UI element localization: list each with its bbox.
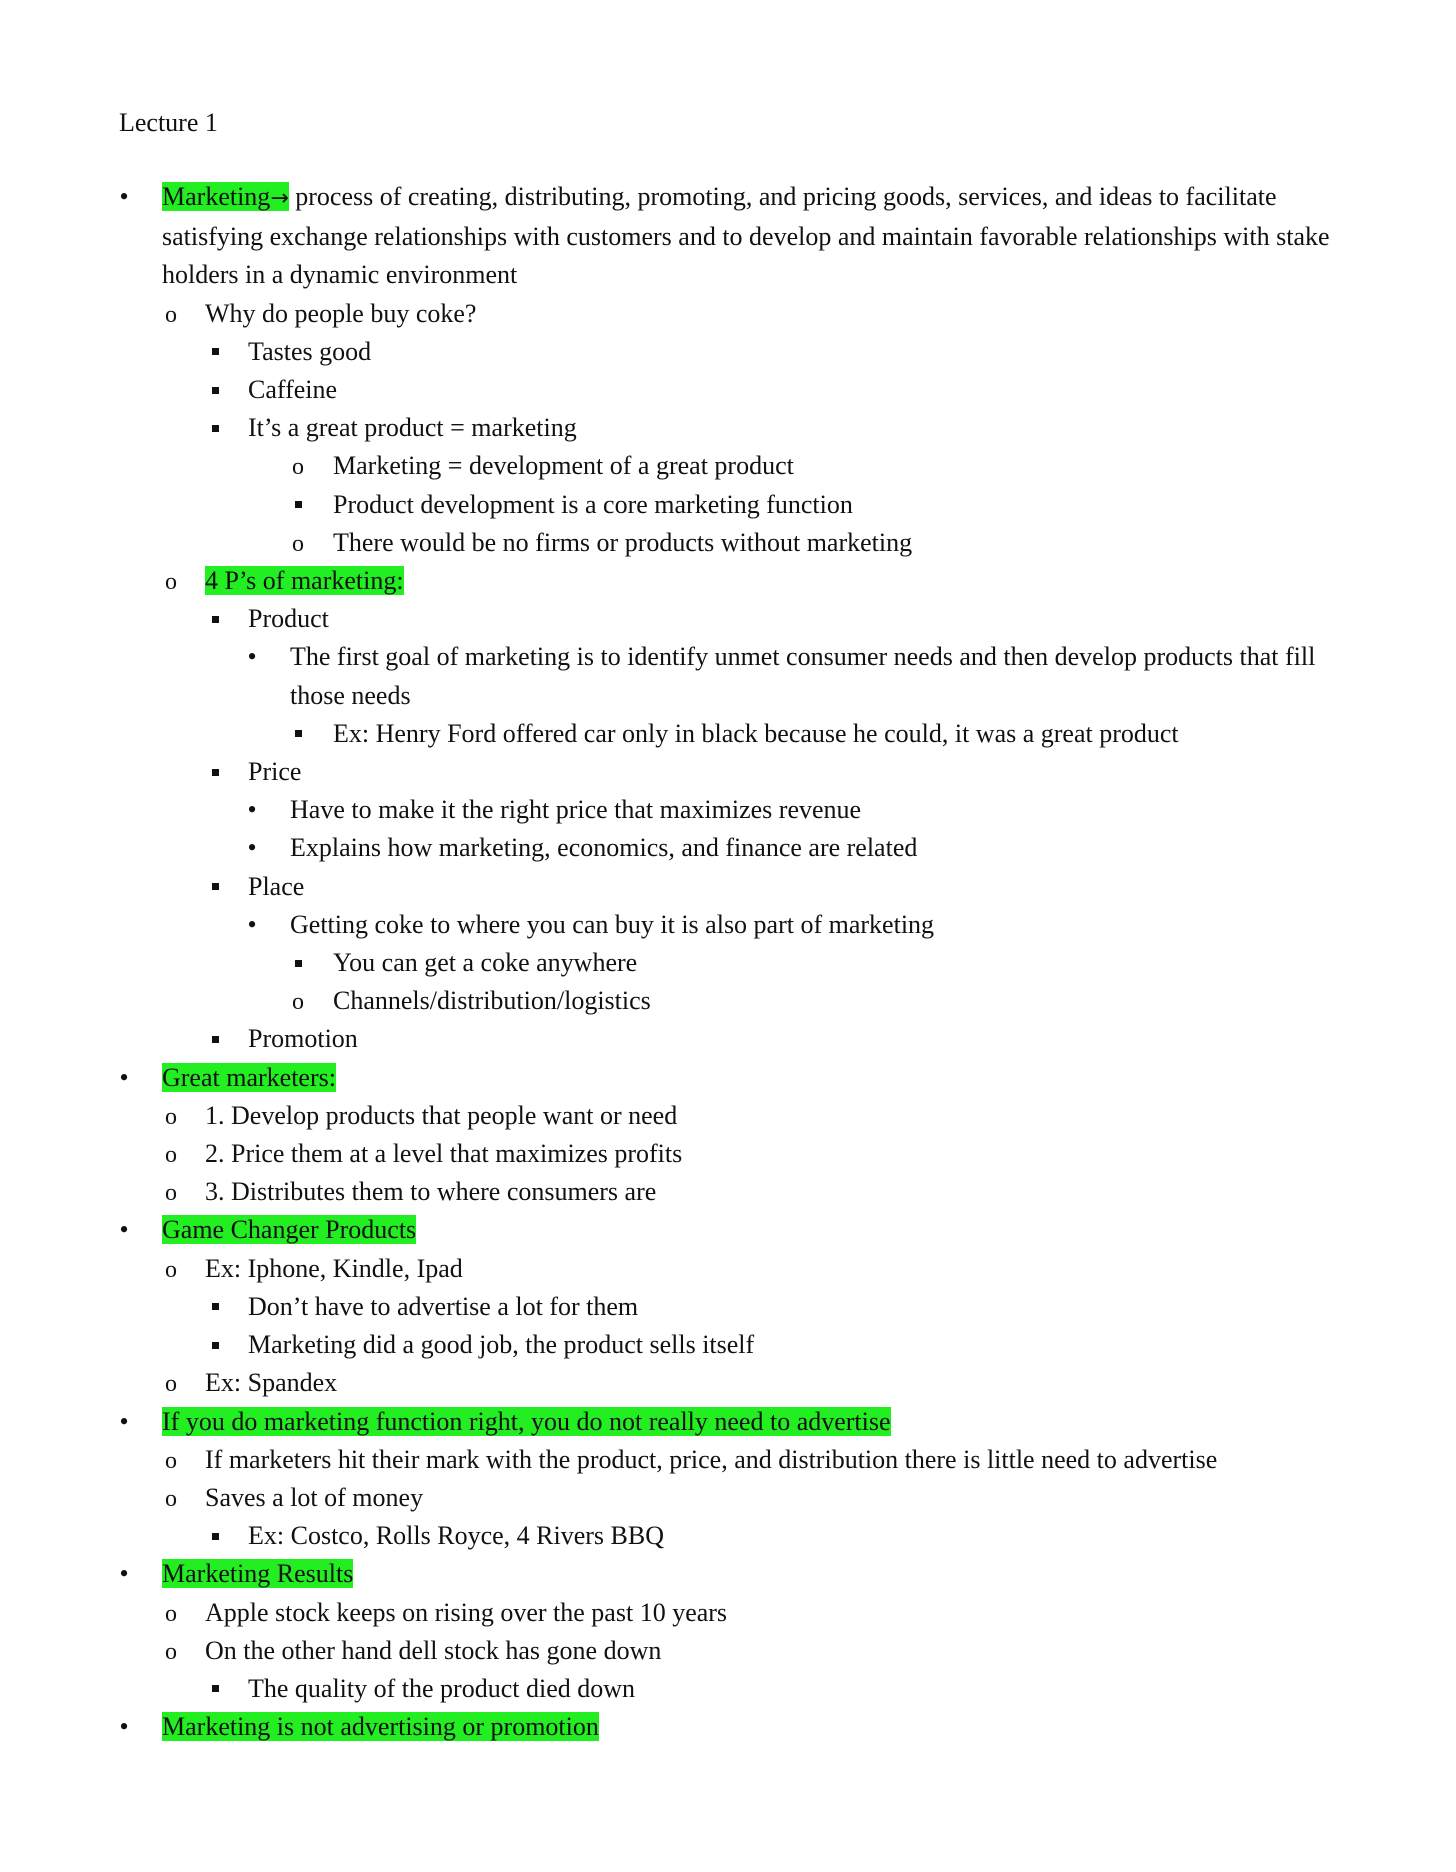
item-text: Marketing did a good job, the product sells itself <box>248 1330 755 1360</box>
square-bullet-icon <box>205 868 225 906</box>
item-text: If marketers hit their mark with the product, price, and distribution there is little need to advertise <box>205 1444 1218 1474</box>
item-text: 2. Price them at a level that maximizes profits <box>205 1139 683 1169</box>
square-bullet-icon <box>205 753 225 791</box>
square-bullet-icon <box>205 333 225 371</box>
circle-bullet-icon <box>288 524 308 563</box>
list-item <box>0 1708 1456 1746</box>
list-item <box>0 1364 1456 1402</box>
circle-bullet-icon <box>161 1097 181 1136</box>
list-item <box>0 1670 1456 1708</box>
item-text: Getting coke to where you can buy it is also part of marketing <box>290 909 935 939</box>
list-item <box>0 638 1456 714</box>
item-text: process of creating, distributing, promoting, and pricing goods, services, and ideas to facilitate satisfying exchange relationships with customers and to develop and maintain favorable relationships with stake holders in a dynamic environment <box>162 182 1330 290</box>
item-text: Product development is a core marketing function <box>333 489 853 519</box>
item-text: Place <box>248 871 305 901</box>
square-bullet-icon <box>205 409 225 447</box>
circle-bullet-icon <box>161 1173 181 1212</box>
circle-bullet-icon <box>161 1632 181 1671</box>
item-text: Ex: Costco, Rolls Royce, 4 Rivers BBQ <box>248 1521 664 1551</box>
item-text: Have to make it the right price that maximizes revenue <box>290 795 862 825</box>
list-item <box>0 982 1456 1020</box>
square-bullet-icon <box>205 1020 225 1058</box>
disc-bullet-icon <box>242 906 262 944</box>
highlighted-text: Marketing→ <box>162 182 289 211</box>
item-text: The first goal of marketing is to identify unmet consumer needs and then develop products that fill those needs <box>290 642 1316 710</box>
list-item <box>0 906 1456 944</box>
item-text: Channels/distribution/logistics <box>333 986 651 1016</box>
list-item <box>0 1403 1456 1441</box>
list-item <box>0 1020 1456 1058</box>
item-text: Tastes good <box>248 336 372 366</box>
circle-bullet-icon <box>161 1135 181 1174</box>
lecture-outline <box>0 178 1456 1746</box>
square-bullet-icon <box>205 1288 225 1326</box>
item-text: It’s a great product = marketing <box>248 413 577 443</box>
circle-bullet-icon <box>161 1441 181 1480</box>
square-bullet-icon <box>288 486 308 524</box>
disc-bullet-icon <box>114 1403 134 1441</box>
circle-bullet-icon <box>161 1250 181 1289</box>
item-text: You can get a coke anywhere <box>333 948 638 978</box>
list-item <box>0 1555 1456 1593</box>
disc-bullet-icon <box>114 1555 134 1593</box>
list-item <box>0 791 1456 829</box>
disc-bullet-icon <box>242 638 262 676</box>
list-item <box>0 868 1456 906</box>
list-item <box>0 1594 1456 1632</box>
highlighted-text: 4 P’s of marketing: <box>205 566 404 596</box>
highlighted-text: Marketing is not advertising or promotion <box>162 1712 599 1742</box>
list-item <box>0 1250 1456 1288</box>
list-item <box>0 1288 1456 1326</box>
list-item <box>0 1173 1456 1211</box>
square-bullet-icon <box>288 715 308 753</box>
list-item <box>0 944 1456 982</box>
circle-bullet-icon <box>161 562 181 601</box>
list-item <box>0 1326 1456 1364</box>
item-text: There would be no firms or products without marketing <box>333 527 913 557</box>
square-bullet-icon <box>205 371 225 409</box>
item-text: Ex: Henry Ford offered car only in black because he could, it was a great product <box>333 718 1179 748</box>
circle-bullet-icon <box>288 447 308 486</box>
list-item <box>0 447 1456 485</box>
list-item <box>0 1211 1456 1249</box>
list-item <box>0 524 1456 562</box>
list-item <box>0 1517 1456 1555</box>
square-bullet-icon <box>205 1670 225 1708</box>
highlighted-text: Marketing Results <box>162 1559 354 1589</box>
item-text: On the other hand dell stock has gone down <box>205 1635 662 1665</box>
item-text: Marketing = development of a great product <box>333 451 794 481</box>
list-item <box>0 486 1456 524</box>
list-item <box>0 562 1456 600</box>
item-text: Why do people buy coke? <box>205 298 477 328</box>
list-item <box>0 178 1456 295</box>
page-title: Lecture 1 <box>119 108 218 137</box>
highlighted-text: If you do marketing function right, you do not really need to advertise <box>162 1406 891 1436</box>
list-item <box>0 829 1456 867</box>
item-text: Product <box>248 604 329 634</box>
item-text: 3. Distributes them to where consumers are <box>205 1177 657 1207</box>
item-text: Apple stock keeps on rising over the past 10 years <box>205 1597 728 1627</box>
square-bullet-icon <box>205 600 225 638</box>
item-text: 1. Develop products that people want or need <box>205 1100 678 1130</box>
item-text: The quality of the product died down <box>248 1673 636 1703</box>
disc-bullet-icon <box>242 791 262 829</box>
disc-bullet-icon <box>114 1708 134 1746</box>
circle-bullet-icon <box>161 1594 181 1633</box>
list-item <box>0 1632 1456 1670</box>
item-text: Caffeine <box>248 375 338 405</box>
square-bullet-icon <box>288 944 308 982</box>
item-text: Price <box>248 757 302 787</box>
disc-bullet-icon <box>242 829 262 867</box>
list-item <box>0 333 1456 371</box>
highlighted-text: Great marketers: <box>162 1062 336 1092</box>
disc-bullet-icon <box>114 1059 134 1097</box>
circle-bullet-icon <box>161 1479 181 1518</box>
arrow-right-icon: → <box>270 186 289 211</box>
list-item <box>0 1097 1456 1135</box>
circle-bullet-icon <box>288 982 308 1021</box>
item-text: Saves a lot of money <box>205 1482 424 1512</box>
list-item <box>0 600 1456 638</box>
list-item <box>0 409 1456 447</box>
item-text: Explains how marketing, economics, and finance are related <box>290 833 918 863</box>
square-bullet-icon <box>205 1517 225 1555</box>
circle-bullet-icon <box>161 295 181 334</box>
list-item <box>0 371 1456 409</box>
item-text: Ex: Spandex <box>205 1368 338 1398</box>
circle-bullet-icon <box>161 1364 181 1403</box>
item-text: Ex: Iphone, Kindle, Ipad <box>205 1253 463 1283</box>
disc-bullet-icon <box>114 1211 134 1249</box>
list-item <box>0 1059 1456 1097</box>
list-item <box>0 753 1456 791</box>
square-bullet-icon <box>205 1326 225 1364</box>
item-text: Promotion <box>248 1024 358 1054</box>
item-text: Don’t have to advertise a lot for them <box>248 1291 639 1321</box>
list-item <box>0 1441 1456 1479</box>
list-item <box>0 1135 1456 1173</box>
list-item <box>0 1479 1456 1517</box>
disc-bullet-icon <box>114 178 134 216</box>
list-item <box>0 295 1456 333</box>
list-item <box>0 715 1456 753</box>
highlighted-text: Game Changer Products <box>162 1215 417 1245</box>
